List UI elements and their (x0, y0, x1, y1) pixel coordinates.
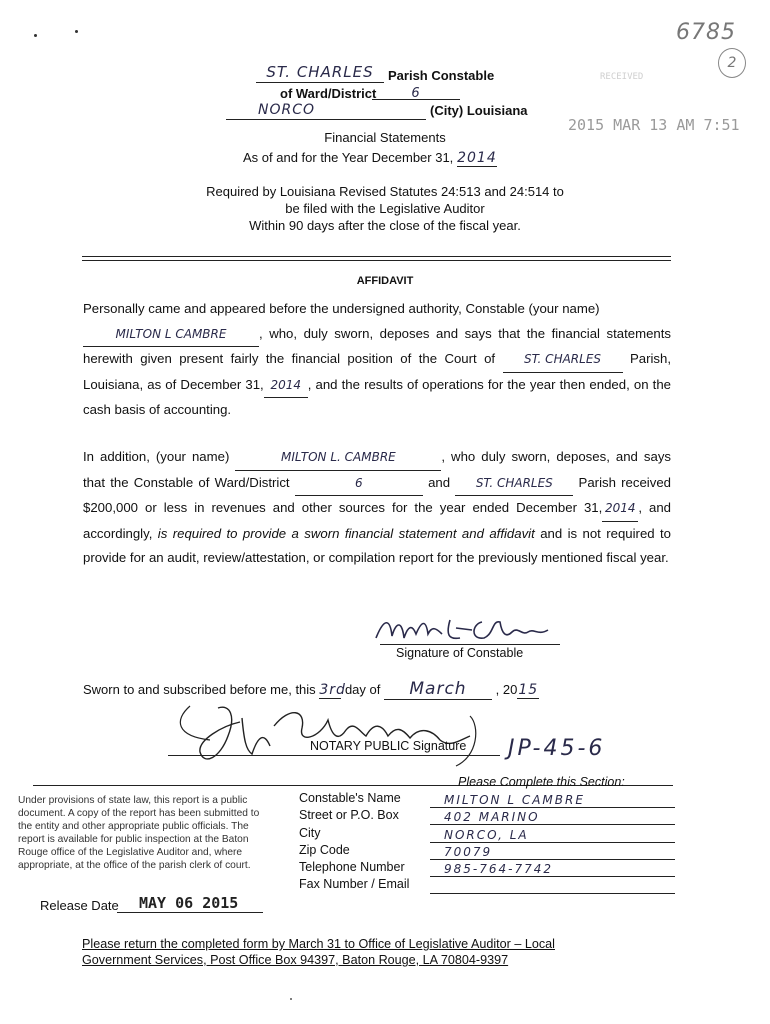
required-line-2: be filed with the Legislative Auditor (285, 201, 485, 216)
constable-name-field: MILTON L CAMBRE (430, 791, 675, 808)
p2-parish: ST. CHARLES (455, 471, 573, 497)
notary-label: NOTARY PUBLIC Signature (310, 739, 467, 753)
required-line-3: Within 90 days after the close of the fiscal year. (249, 218, 521, 233)
scan-speck (34, 34, 37, 37)
affidavit-paragraph-1: Personally came and appeared before the undersigned authority, Constable (your name) MILTON L CAMBRE , who, duly sworn, deposes and says that the financial statements herewith given present fairly the financial position of the Court of ST. CHARLES Parish, Louisiana, as of December 31, 2014 , and the results of operations for the year then ended, on the cash basis of accounting. (83, 301, 671, 417)
scan-speck (75, 30, 78, 33)
zip-field: 70079 (430, 843, 675, 860)
city-field-label: City (299, 826, 321, 840)
notary-signature-line (168, 755, 500, 756)
p1-parish: ST. CHARLES (503, 347, 623, 373)
form-title: Financial Statements (324, 130, 446, 145)
city-field: NORCO, LA (430, 826, 675, 843)
city-label: (City) Louisiana (430, 103, 528, 118)
as-of-prefix: As of and for the Year December 31, (243, 150, 454, 165)
constable-name-label: Constable's Name (299, 791, 401, 805)
p1-year: 2014 (264, 373, 308, 399)
city-value: NORCO (226, 101, 426, 120)
contact-heading: Please Complete this Section: (458, 775, 625, 789)
required-line-1: Required by Louisiana Revised Statutes 24:513 and 24:514 to (206, 184, 564, 199)
return-instructions (82, 936, 702, 968)
sworn-year-value: 15 (518, 682, 539, 698)
p1-name: MILTON L CAMBRE (83, 322, 259, 348)
fax-email-field (430, 877, 675, 894)
ward-value: 6 (372, 84, 460, 100)
notice-line: appropriate, at the office of the parish clerk of court. (18, 860, 251, 871)
return-instructions-line-2: Government Services, Post Office Box 94397, Baton Rouge, LA 70804-9397 (82, 953, 509, 967)
notice-line: Rouge office of the Legislative Auditor and, where (18, 847, 243, 858)
release-date-stamp: MAY 06 2015 (139, 894, 239, 912)
year-value: 2014 (457, 150, 497, 166)
notice-line: report is available for public inspection at the Baton (18, 834, 249, 845)
release-date-label: Release Date (40, 898, 119, 913)
received-stamp-faded: RECEIVED (600, 72, 644, 82)
scan-speck (290, 998, 292, 1000)
release-date-field (117, 892, 263, 913)
constable-signature-label: Signature of Constable (396, 646, 524, 660)
page-mark-circle (718, 48, 746, 78)
affidavit-heading: AFFIDAVIT (356, 275, 414, 287)
telephone-field: 985-764-7742 (430, 860, 675, 877)
notice-line: document. A copy of the report has been submitted to (18, 808, 260, 819)
notice-line: the entity and other appropriate public officials. The (18, 821, 249, 832)
telephone-label: Telephone Number (299, 860, 405, 874)
section-divider (82, 256, 671, 261)
street-label: Street or P.O. Box (299, 808, 399, 822)
day-value: 3rd (319, 682, 346, 698)
sworn-line: Sworn to and subscribed before me, this 3rd day of March , 2015 (83, 679, 539, 699)
page-mark: 2 (727, 55, 737, 71)
zip-label: Zip Code (299, 843, 350, 857)
return-instructions-line-1: Please return the completed form by March 31 to Office of Legislative Auditor – Local (82, 937, 555, 951)
file-number: 6785 (676, 20, 736, 45)
p2-name: MILTON L. CAMBRE (235, 445, 441, 471)
constable-signature-line (380, 644, 560, 645)
parish-value: ST. CHARLES (256, 63, 384, 83)
fax-email-label: Fax Number / Email (299, 877, 410, 891)
parish-label: Parish Constable (388, 68, 495, 83)
affidavit-paragraph-2: In addition, (your name) MILTON L. CAMBRE , who duly sworn, deposes, and says that the Constable of Ward/District 6 and ST. CHARLES Parish received $200,000 or less in revenues and other sources for the year ended December 31, 2014 , and accordingly, is required to provide a sworn financial statement and affidavit and is not required to provide for an audit, review/attestation, or compilation report for the previously mentioned fiscal year. (83, 445, 671, 571)
p2-ward: 6 (295, 471, 423, 497)
notary-id: JP-45-6 (508, 736, 606, 761)
ward-label: of Ward/District (280, 86, 377, 101)
as-of-line (243, 150, 497, 167)
month-value: March (384, 679, 492, 700)
received-stamp: 2015 MAR 13 AM 7:51 (568, 116, 740, 134)
p2-year: 2014 (602, 496, 638, 522)
street-field: 402 MARINO (430, 808, 675, 825)
notice-line: Under provisions of state law, this report is a public (18, 795, 248, 806)
constable-signature (372, 612, 577, 646)
public-notice (18, 794, 288, 872)
